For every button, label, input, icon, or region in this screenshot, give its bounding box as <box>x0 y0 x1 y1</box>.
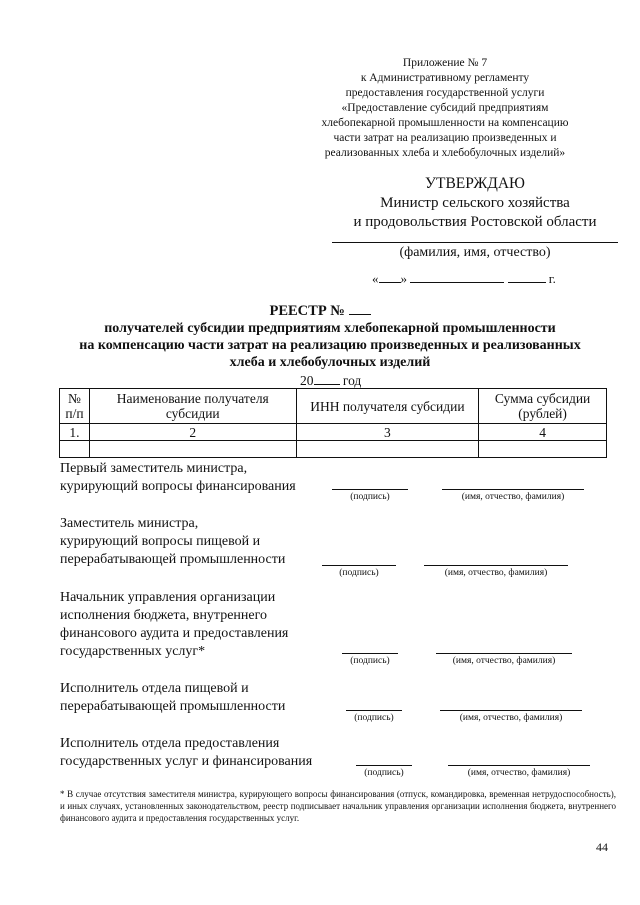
year-blank <box>314 372 340 385</box>
role-line: перерабатывающей промышленности <box>60 699 286 714</box>
appendix-line: хлебопекарной промышленности на компенсацию <box>321 117 569 129</box>
signature-field[interactable]: (подпись) <box>346 710 402 723</box>
table-header-row <box>60 389 607 424</box>
name-field[interactable]: (имя, отчество, фамилия) <box>424 565 568 578</box>
table-cell: 1. <box>60 424 90 441</box>
approval-line-2: и продовольствия Ростовской области <box>353 214 597 230</box>
table-cell <box>89 441 296 458</box>
register-subtitle-line: хлеба и хлебобулочных изделий <box>229 355 431 370</box>
appendix-line: к Административному регламенту <box>360 72 530 84</box>
role-line: курирующий вопросы пищевой и <box>60 534 261 549</box>
date-day-blank <box>379 270 401 283</box>
appendix-line: части затрат на реализацию произведенных и <box>333 132 557 144</box>
appendix-line: предоставления государственной услуги <box>345 87 545 99</box>
register-table <box>59 388 607 458</box>
role-line: исполнения бюджета, внутреннего <box>60 608 268 623</box>
signature-block-deputy <box>60 515 620 583</box>
register-title-text: РЕЕСТР № <box>269 303 345 319</box>
signature-field[interactable]: (подпись) <box>342 653 398 666</box>
table-cell <box>479 441 607 458</box>
role-line: Первый заместитель министра, <box>60 461 248 476</box>
role-line: Начальник управления организации <box>60 590 276 605</box>
appendix-line: «Предоставление субсидий предприятиям <box>341 102 549 114</box>
header-recipient-name: Наименование получателя субсидии <box>89 389 296 424</box>
name-field[interactable]: (имя, отчество, фамилия) <box>442 489 584 502</box>
register-title <box>0 302 640 320</box>
approval-date-line <box>372 270 556 287</box>
table-cell <box>60 441 90 458</box>
year-prefix: 20 <box>300 373 314 388</box>
year-suffix: год <box>342 373 362 388</box>
signature-field[interactable]: (подпись) <box>322 565 396 578</box>
signature-block-services-executor <box>60 735 620 783</box>
approval-signature-line <box>332 242 618 243</box>
signature-block-first-deputy <box>60 460 620 510</box>
signature-field[interactable]: (подпись) <box>332 489 408 502</box>
table-row <box>60 441 607 458</box>
header-number: № п/п <box>60 389 90 424</box>
name-field[interactable]: (имя, отчество, фамилия) <box>448 765 590 778</box>
date-quote-close: » <box>400 271 407 286</box>
role-line: государственных услуг и финансирования <box>60 754 313 769</box>
role-line: Исполнитель отдела пищевой и <box>60 681 249 696</box>
date-quote-open: « <box>372 271 379 286</box>
role-line: Исполнитель отдела предоставления <box>60 736 280 751</box>
table-cell: 3 <box>296 424 479 441</box>
register-year-line <box>300 372 361 389</box>
table-cell: 4 <box>479 424 607 441</box>
page-number: 44 <box>596 840 608 854</box>
table-cell <box>296 441 479 458</box>
approval-title: УТВЕРЖДАЮ <box>425 175 525 192</box>
signature-block-food-industry-executor <box>60 680 620 728</box>
name-field[interactable]: (имя, отчество, фамилия) <box>440 710 582 723</box>
register-number-blank <box>349 302 371 315</box>
approval-line-1: Министр сельского хозяйства <box>380 195 570 211</box>
approval-block <box>325 174 625 232</box>
role-line: курирующий вопросы финансирования <box>60 479 296 494</box>
role-line: перерабатывающей промышленности <box>60 552 286 567</box>
approval-fio-hint: (фамилия, имя, отчество) <box>399 245 551 260</box>
appendix-header <box>300 56 590 161</box>
register-subtitle <box>60 320 600 371</box>
date-year-suffix: г. <box>548 271 556 286</box>
role-line: финансового аудита и предоставления <box>60 626 289 641</box>
header-subsidy-amount: Сумма субсидии (рублей) <box>479 389 607 424</box>
header-inn: ИНН получателя субсидии <box>296 389 479 424</box>
signature-block-department-head <box>60 589 620 673</box>
name-field[interactable]: (имя, отчество, фамилия) <box>436 653 572 666</box>
appendix-line: реализованных хлеба и хлебобулочных изделий» <box>324 147 566 159</box>
role-line: государственных услуг* <box>60 644 206 659</box>
date-month-blank <box>410 270 504 283</box>
table-cell: 2 <box>89 424 296 441</box>
register-subtitle-line: на компенсацию части затрат на реализацию произведенных и реализованных <box>79 338 581 353</box>
appendix-line: Приложение № 7 <box>402 57 488 69</box>
table-row <box>60 424 607 441</box>
date-year-blank <box>508 270 546 283</box>
footnote: * В случае отсутствия заместителя министра, курирующего вопросы финансирования (отпуск, командировка, временная нетрудоспособность), и иных случаях, установленных законодательством, реестр подписывает начальник управления организации исполнения бюджета, внутреннего финансового аудита и предоставления государственных услуг. <box>60 789 616 823</box>
signature-field[interactable]: (подпись) <box>356 765 412 778</box>
register-subtitle-line: получателей субсидии предприятиям хлебопекарной промышленности <box>104 321 556 336</box>
role-line: Заместитель министра, <box>60 516 199 531</box>
